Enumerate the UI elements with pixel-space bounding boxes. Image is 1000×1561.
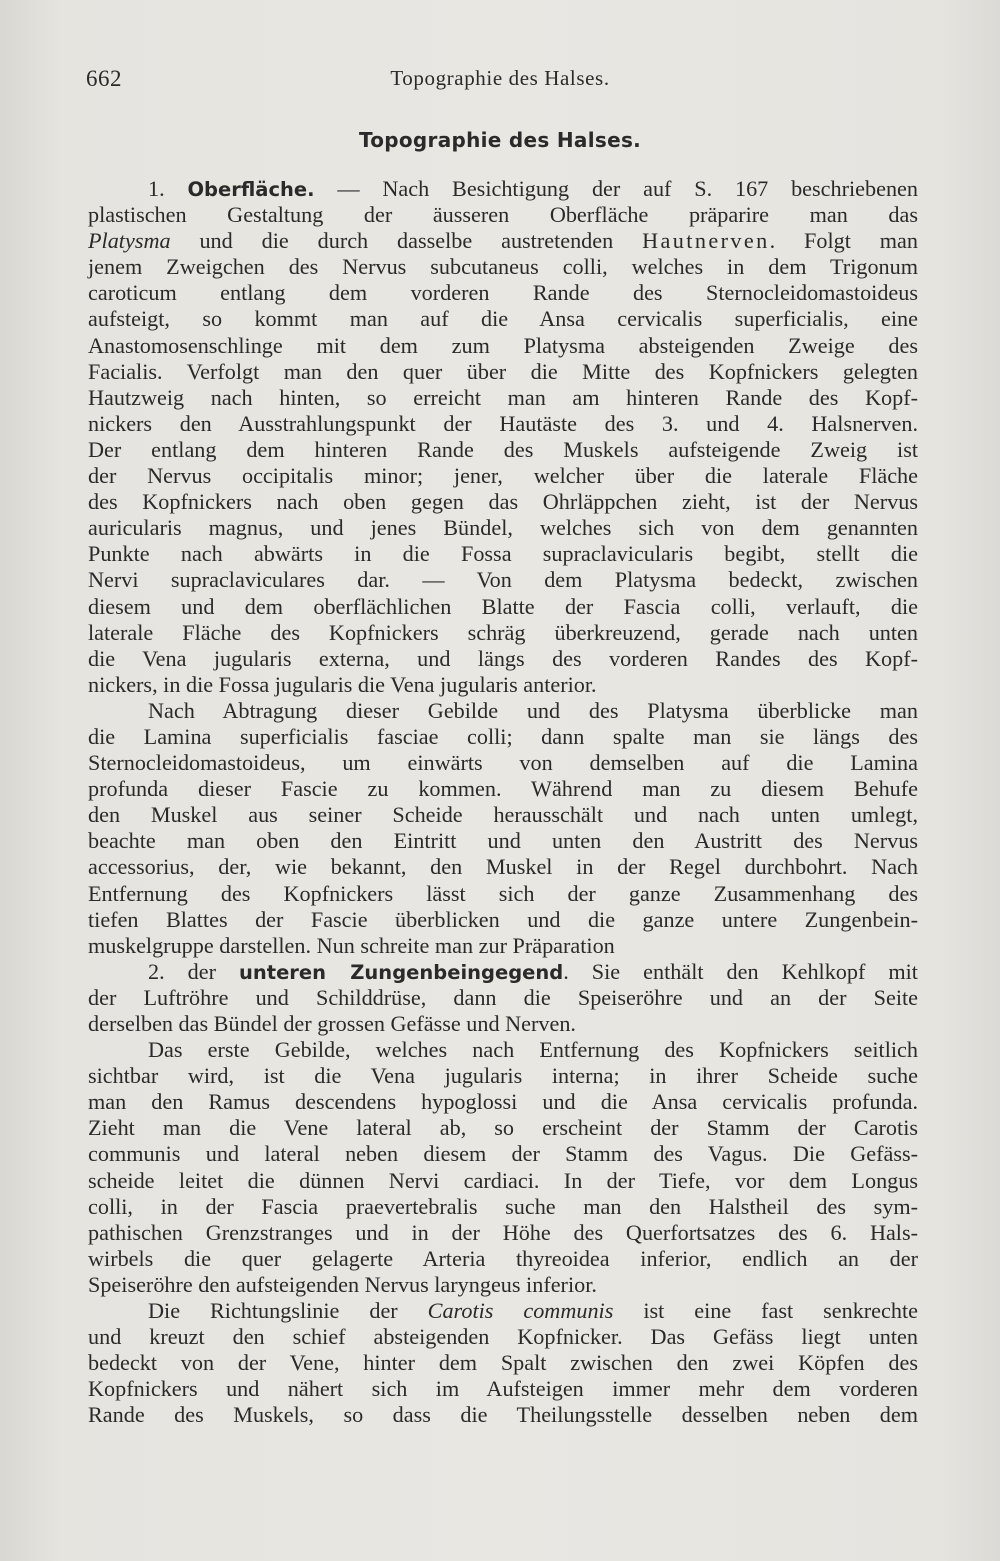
text-line <box>88 776 918 802</box>
inline-heading: Oberfläche. <box>187 178 315 201</box>
text-line <box>88 541 918 567</box>
text-run: der Nervus occipitalis minor; jener, welcher über die laterale Fläche <box>88 463 918 489</box>
text-run: — Nach Besichtigung der auf S. 167 beschriebenen <box>314 176 918 201</box>
text-run: Das erste Gebilde, welches nach Entfernung des Kopfnickers seitlich <box>148 1037 918 1063</box>
text-run: die Vena jugularis externa, und längs des vorderen Randes des Kopf- <box>88 645 918 671</box>
text-line <box>88 463 918 489</box>
text-run: Zieht man die Vene lateral ab, so erscheint der Stamm der Carotis <box>88 1115 918 1141</box>
text-line <box>88 672 918 698</box>
text-run: auricularis magnus, und jenes Bündel, welches sich von dem genannten <box>88 515 918 541</box>
text-run: Nervi supraclaviculares dar. — Von dem Platysma bedeckt, zwischen <box>88 567 918 593</box>
text-line <box>88 985 918 1011</box>
text-line <box>88 1246 918 1272</box>
text-run: Facialis. Verfolgt man den quer über die Mitte des Kopfnickers gelegten <box>88 358 918 384</box>
text-run: beachte man oben den Eintritt und unten den Austritt des Nervus <box>88 828 918 854</box>
text-run: Sternocleidomastoideus, um einwärts von demselben auf die Lamina <box>88 750 918 776</box>
text-run: die Lamina superficialis fasciae colli; dann spalte man sie längs des <box>88 723 918 749</box>
text-run: man den Ramus descendens hypoglossi und die Ansa cervicalis profunda. <box>88 1089 918 1115</box>
text-run: profunda dieser Fascie zu kommen. Während man zu diesem Behufe <box>88 776 918 802</box>
section-title: Topographie des Halses. <box>358 128 642 152</box>
text-run: und die durch dasselbe austretenden <box>170 228 643 254</box>
text-line <box>88 933 918 959</box>
page-number: 662 <box>86 66 122 91</box>
text-line <box>88 881 918 907</box>
running-title: Topographie des Halses. <box>390 66 610 90</box>
text-line <box>88 802 918 828</box>
text-line <box>88 1220 918 1246</box>
text-line <box>88 959 918 985</box>
text-run: Rande des Muskels, so dass die Theilungsstelle desselben neben dem <box>88 1402 918 1428</box>
text-line <box>88 176 918 202</box>
text-run: nickers, in die Fossa jugularis die Vena jugularis anterior. <box>88 671 597 697</box>
text-run: derselben das Bündel der grossen Gefässe und Nerven. <box>88 1011 576 1036</box>
text-line <box>88 333 918 359</box>
body-text <box>88 176 918 1429</box>
text-run: 2. der <box>148 958 239 984</box>
text-line <box>88 202 918 228</box>
text-run: pathischen Grenzstranges und in der Höhe des Querfortsatzes des 6. Hals- <box>88 1219 918 1245</box>
text-line <box>88 1037 918 1063</box>
text-run: der Luftröhre und Schilddrüse, dann die Speiseröhre und an der Seite <box>88 984 918 1010</box>
text-run: plastischen Gestaltung der äusseren Oberfläche präparire man das <box>88 202 918 228</box>
text-run: muskelgruppe darstellen. Nun schreite man zur Präparation <box>88 932 615 958</box>
text-line <box>88 698 918 724</box>
text-line <box>88 1402 918 1428</box>
text-line <box>88 828 918 854</box>
text-line <box>88 385 918 411</box>
inline-heading: unteren Zungenbeingegend <box>239 960 564 984</box>
text-run: accessorius, der, wie bekannt, den Muskel in der Regel durchbohrt. Nach <box>88 854 918 880</box>
text-run: Hautnerven <box>642 228 770 254</box>
text-run: colli, in der Fascia praevertebralis suche man den Halstheil des sym- <box>88 1193 918 1219</box>
text-run: scheide leitet die dünnen Nervi cardiaci. In der Tiefe, vor dem Longus <box>88 1167 918 1193</box>
text-run: Kopfnickers und nähert sich im Aufsteigen immer mehr dem vorderen <box>88 1376 918 1402</box>
text-run: aufsteigt, so kommt man auf die Ansa cervicalis superficialis, eine <box>88 306 918 332</box>
text-line <box>88 437 918 463</box>
text-run: jenem Zweigchen des Nervus subcutaneus colli, welches in dem Trigonum <box>88 254 918 280</box>
text-line <box>88 620 918 646</box>
italic-term: Carotis communis <box>427 1298 614 1324</box>
text-run: laterale Fläche des Kopfnickers schräg überkreuzend, gerade nach unten <box>88 619 918 645</box>
text-run: Punkte nach abwärts in die Fossa supraclavicularis begibt, stellt die <box>88 541 918 567</box>
text-line <box>88 306 918 332</box>
text-line <box>88 1376 918 1402</box>
text-line <box>88 1168 918 1194</box>
text-run: und kreuzt den schief absteigenden Kopfnicker. Das Gefäss liegt unten <box>88 1324 918 1350</box>
text-line <box>88 750 918 776</box>
text-run: sichtbar wird, ist die Vena jugularis interna; in ihrer Scheide suche <box>88 1063 918 1089</box>
italic-term: Platysma <box>88 228 171 254</box>
text-run: 1. <box>148 176 188 201</box>
text-line <box>88 567 918 593</box>
text-run: Nach Abtragung dieser Gebilde und des Platysma überblicke man <box>148 697 918 723</box>
text-run: . Sie enthält den Kehlkopf mit <box>563 958 918 984</box>
text-run: des Kopfnickers nach oben gegen das Ohrläppchen zieht, ist der Nervus <box>88 489 918 515</box>
text-run: Anastomosenschlinge mit dem zum Platysma absteigenden Zweige des <box>88 332 918 358</box>
text-run: nickers den Ausstrahlungspunkt der Hautäste des 3. und 4. Halsnerven. <box>88 410 918 436</box>
text-line <box>88 1194 918 1220</box>
text-run: diesem und dem oberflächlichen Blatte der Fascia colli, verlauft, die <box>88 593 918 619</box>
text-run: Die Richtungslinie der <box>148 1298 428 1324</box>
text-run: Entfernung des Kopfnickers lässt sich der ganze Zusammenhang des <box>88 880 918 906</box>
text-line <box>88 254 918 280</box>
text-run: wirbels die quer gelagerte Arteria thyreoidea inferior, endlich an der <box>88 1245 918 1271</box>
text-run: caroticum entlang dem vorderen Rande des Sternocleidomastoideus <box>88 280 918 306</box>
text-line <box>88 646 918 672</box>
text-line <box>88 1350 918 1376</box>
text-line <box>88 411 918 437</box>
text-line <box>88 228 918 254</box>
text-run: tiefen Blattes der Fascie überblicken und die ganze untere Zungenbein- <box>88 906 918 932</box>
text-line <box>88 515 918 541</box>
text-line <box>88 1272 918 1298</box>
text-line <box>88 907 918 933</box>
text-run: ist eine fast senkrechte <box>613 1298 918 1324</box>
text-line <box>88 594 918 620</box>
text-run: . Folgt man <box>769 228 918 254</box>
text-line <box>88 280 918 306</box>
text-line <box>88 854 918 880</box>
text-run: communis und lateral neben diesem der Stamm des Vagus. Die Gefäss- <box>88 1141 918 1167</box>
running-head <box>0 66 1000 100</box>
text-run: Hautzweig nach hinten, so erreicht man am hinteren Rande des Kopf- <box>88 384 918 410</box>
text-line <box>88 359 918 385</box>
text-line <box>88 1324 918 1350</box>
text-line <box>88 1115 918 1141</box>
text-run: bedeckt von der Vene, hinter dem Spalt zwischen den zwei Köpfen des <box>88 1350 918 1376</box>
text-line <box>88 1298 918 1324</box>
text-run: Der entlang dem hinteren Rande des Muskels aufsteigende Zweig ist <box>88 436 918 462</box>
text-line <box>88 1011 918 1037</box>
text-line <box>88 1141 918 1167</box>
text-line <box>88 1089 918 1115</box>
text-line <box>88 1063 918 1089</box>
text-line <box>88 489 918 515</box>
text-line <box>88 724 918 750</box>
text-run: den Muskel aus seiner Scheide herausschält und nach unten umlegt, <box>88 802 918 828</box>
text-run: Speiseröhre den aufsteigenden Nervus laryngeus inferior. <box>88 1271 597 1297</box>
